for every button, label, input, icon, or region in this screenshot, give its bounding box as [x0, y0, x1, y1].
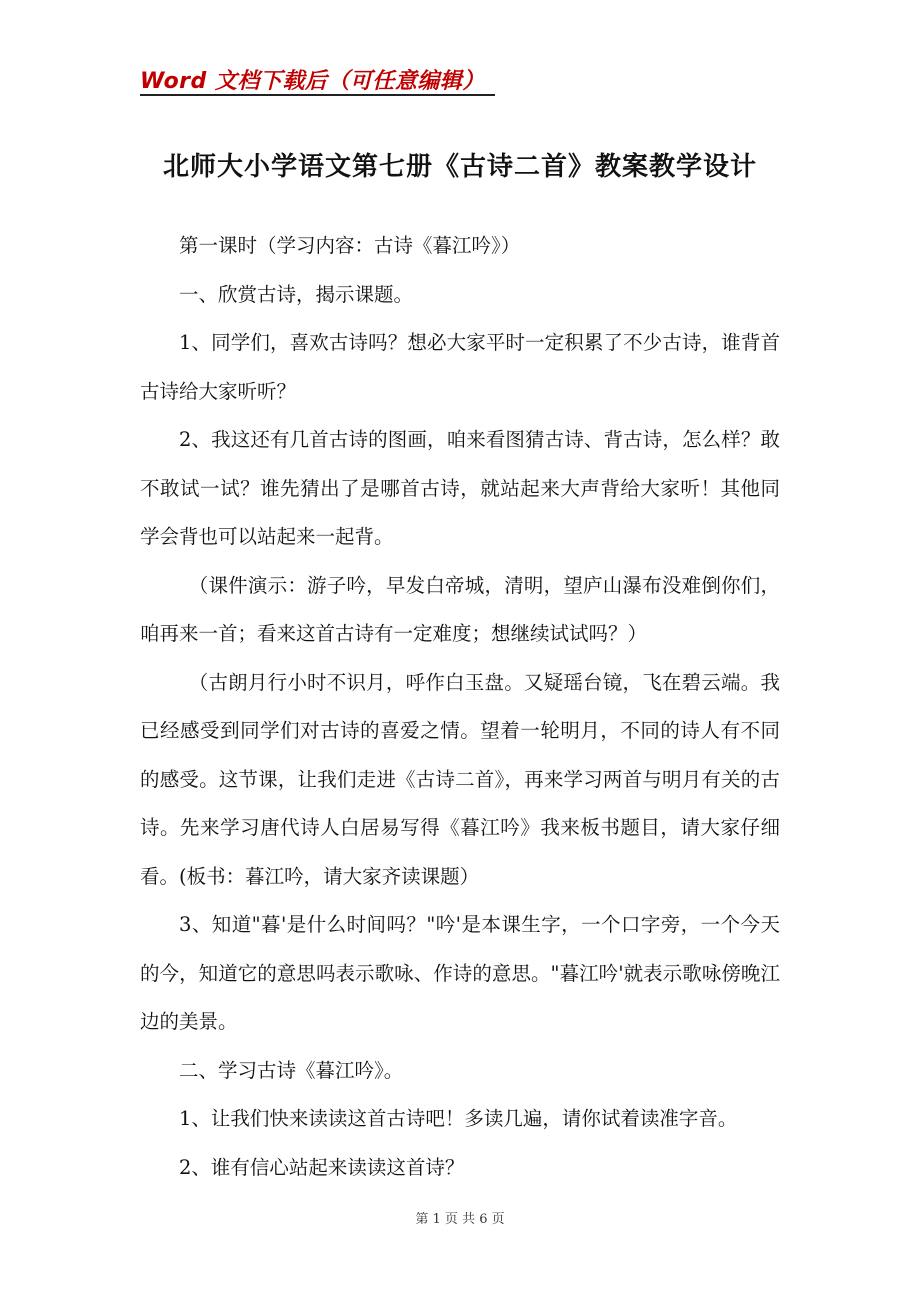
paragraph-reading-1: 1、让我们快来读读这首古诗吧！多读几遍，请你试着读准字音。 — [179, 1107, 738, 1130]
paragraph-poem-intro: （古朗月行小时不识月，呼作白玉盘。又疑瑶台镜，飞在碧云端。我已经感受到同学们对古诗的喜爱之情。望着一轮明月，不同的诗人有不同的感受。这节课，让我们走进《古诗二首》，再来学习两首与明月有关的古诗。先来学习唐代诗人白居易写得《暮江吟》我来板书题目，请大家仔细看。(板书：暮江吟，请大家齐读课题） — [140, 670, 780, 888]
document-header — [140, 64, 485, 95]
header-text: Word 文档下载后（可任意编辑） — [140, 69, 485, 94]
document-title: 北师大小学语文第七册《古诗二首》教案教学设计 — [162, 152, 757, 182]
page-number-footer: 第 1 页 共 6 页 — [415, 1212, 505, 1227]
paragraph-section-one: 一、欣赏古诗，揭示课题。 — [179, 282, 414, 306]
paragraph-item-2: 2、我这还有几首古诗的图画，咱来看图猜古诗、背古诗，怎么样？敢不敢试一试？谁先猜出了是哪首古诗，就站起来大声背给大家听！其他同学会背也可以站起来一起背。 — [140, 428, 780, 548]
paragraph-item-3: 3、知道"暮'是什么时间吗？"吟'是本课生字，一个口字旁，一个今天的今，知道它的意思吗表示歌咏、作诗的意思。"暮江吟'就表示歌咏傍晚江边的美景。 — [140, 913, 780, 1033]
document-body — [140, 222, 780, 1192]
paragraph-lesson-heading: 第一课时（学习内容：古诗《暮江吟》） — [179, 234, 521, 257]
paragraph-item-1: 1、同学们，喜欢古诗吗？想必大家平时一定积累了不少古诗，谁背首古诗给大家听听？ — [140, 331, 780, 403]
paragraph-reading-2: 2、谁有信心站起来读读这首诗？ — [179, 1155, 465, 1179]
header-underline — [140, 94, 495, 96]
paragraph-section-two: 二、学习古诗《暮江吟》。 — [179, 1058, 404, 1082]
paragraph-courseware-note: （课件演示：游子吟，早发白帝城，清明，望庐山瀑布没难倒你们，咱再来一首；看来这首古诗有一定难度；想继续试试吗？） — [140, 573, 780, 645]
